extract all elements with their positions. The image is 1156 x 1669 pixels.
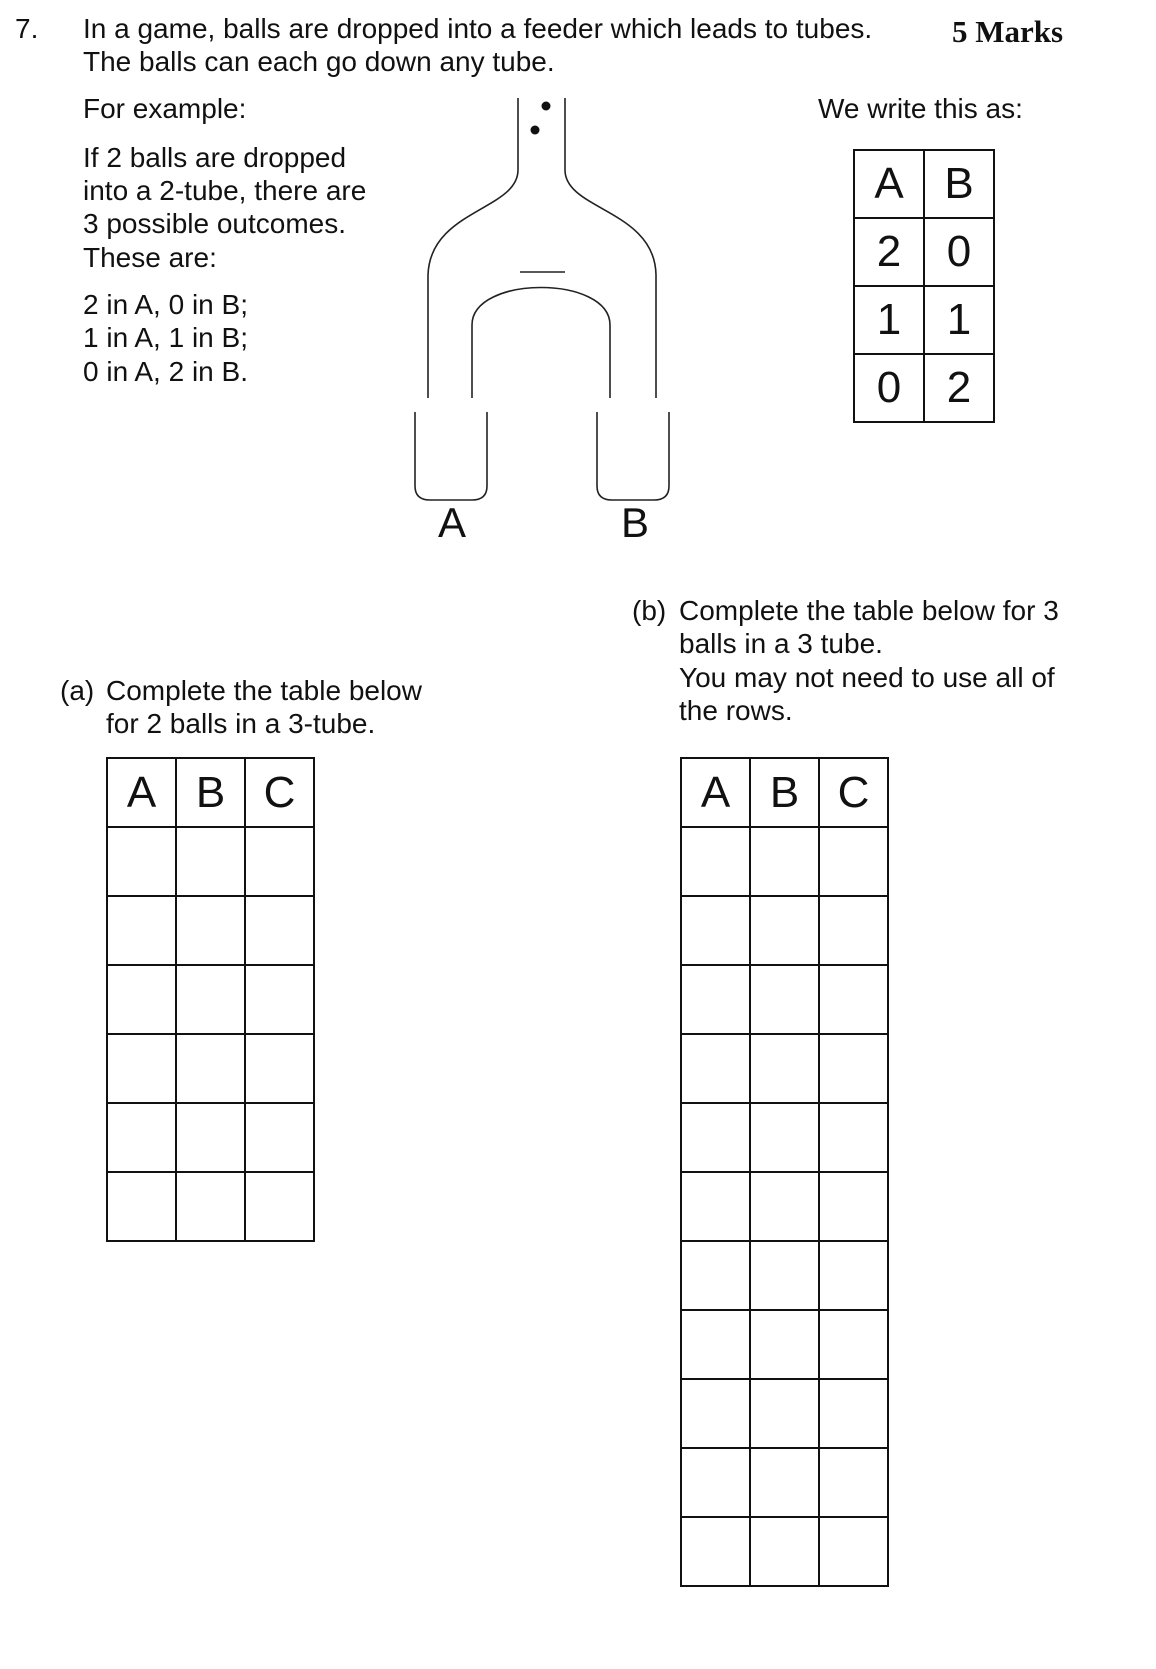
answer-cell[interactable] — [681, 1448, 750, 1517]
example-line: into a 2-tube, there are — [83, 175, 367, 206]
ball-icon — [542, 102, 551, 111]
answer-cell[interactable] — [681, 1517, 750, 1586]
feeder-outline — [428, 98, 656, 398]
answer-cell[interactable] — [819, 1379, 888, 1448]
answer-row — [107, 1103, 314, 1172]
table-cell: 2 — [854, 218, 924, 286]
answer-row — [681, 1103, 888, 1172]
table-header-row — [107, 758, 314, 827]
tube-a-icon — [415, 412, 487, 500]
marks-label: 5 Marks — [952, 14, 1064, 49]
outcome-line: 2 in A, 0 in B; — [83, 289, 248, 320]
answer-cell[interactable] — [750, 896, 819, 965]
answer-row — [107, 896, 314, 965]
answer-cell[interactable] — [750, 1172, 819, 1241]
table-header-row — [681, 758, 888, 827]
part-a-line: for 2 balls in a 3-tube. — [106, 708, 376, 739]
intro-line-1: In a game, balls are dropped into a feeder which leads to tubes. — [83, 13, 873, 44]
part-a-line: Complete the table below — [106, 675, 422, 706]
table-cell: 0 — [854, 354, 924, 422]
answer-cell[interactable] — [176, 965, 245, 1034]
tube-b-label: B — [621, 499, 650, 546]
outcome-line: 1 in A, 1 in B; — [83, 322, 248, 353]
part-b-line: Complete the table below for 3 — [679, 595, 1059, 626]
header-cell: B — [750, 758, 819, 827]
example-heading: For example: — [83, 93, 247, 124]
answer-cell[interactable] — [245, 1172, 314, 1241]
answer-cell[interactable] — [819, 827, 888, 896]
example-line: These are: — [83, 242, 217, 273]
answer-cell[interactable] — [819, 965, 888, 1034]
answer-cell[interactable] — [819, 1448, 888, 1517]
answer-row — [681, 896, 888, 965]
example-line: If 2 balls are dropped — [83, 142, 347, 173]
answer-cell[interactable] — [819, 1034, 888, 1103]
feeder-diagram — [400, 90, 690, 510]
part-b-line: You may not need to use all of — [679, 662, 1055, 693]
answer-cell[interactable] — [750, 965, 819, 1034]
part-b-label: (b) — [632, 595, 667, 626]
answer-cell[interactable] — [107, 1034, 176, 1103]
table-row — [854, 286, 994, 354]
answer-cell[interactable] — [245, 1034, 314, 1103]
answer-row — [107, 827, 314, 896]
answer-row — [681, 965, 888, 1034]
header-cell: A — [107, 758, 176, 827]
answer-row — [681, 1172, 888, 1241]
part-b-line: the rows. — [679, 695, 793, 726]
answer-cell[interactable] — [107, 896, 176, 965]
answer-cell[interactable] — [107, 1103, 176, 1172]
question-number: 7. — [15, 13, 39, 44]
answer-row — [681, 827, 888, 896]
header-cell: B — [924, 150, 994, 218]
header-cell: C — [245, 758, 314, 827]
answer-cell[interactable] — [681, 1379, 750, 1448]
answer-row — [681, 1517, 888, 1586]
answer-cell[interactable] — [750, 1034, 819, 1103]
part-a-answer-table — [106, 757, 315, 1242]
answer-cell[interactable] — [750, 1310, 819, 1379]
answer-row — [681, 1034, 888, 1103]
answer-cell[interactable] — [681, 1310, 750, 1379]
answer-row — [107, 1034, 314, 1103]
example-table — [853, 149, 995, 423]
answer-cell[interactable] — [681, 965, 750, 1034]
answer-cell[interactable] — [176, 1103, 245, 1172]
table-header-row — [854, 150, 994, 218]
answer-row — [681, 1310, 888, 1379]
answer-cell[interactable] — [107, 1172, 176, 1241]
header-cell: B — [176, 758, 245, 827]
answer-cell[interactable] — [681, 1103, 750, 1172]
answer-cell[interactable] — [176, 827, 245, 896]
answer-row — [107, 1172, 314, 1241]
answer-cell[interactable] — [681, 1034, 750, 1103]
answer-cell[interactable] — [819, 1517, 888, 1586]
part-b-answer-table — [680, 757, 889, 1587]
table-cell: 1 — [924, 286, 994, 354]
outcome-line: 0 in A, 2 in B. — [83, 356, 248, 387]
table-row — [854, 354, 994, 422]
answer-cell[interactable] — [176, 1172, 245, 1241]
example-line: 3 possible outcomes. — [83, 208, 347, 239]
part-a-label: (a) — [60, 675, 95, 706]
tube-b-icon — [597, 412, 669, 500]
answer-cell[interactable] — [819, 1103, 888, 1172]
answer-cell[interactable] — [107, 827, 176, 896]
answer-row — [681, 1241, 888, 1310]
table-cell: 0 — [924, 218, 994, 286]
answer-cell[interactable] — [176, 1034, 245, 1103]
answer-cell[interactable] — [819, 1172, 888, 1241]
answer-cell[interactable] — [107, 965, 176, 1034]
answer-row — [681, 1379, 888, 1448]
answer-cell[interactable] — [681, 1172, 750, 1241]
answer-row — [681, 1448, 888, 1517]
answer-cell[interactable] — [245, 896, 314, 965]
header-cell: A — [854, 150, 924, 218]
ball-icon — [531, 126, 540, 135]
table-row — [854, 218, 994, 286]
answer-cell[interactable] — [819, 1241, 888, 1310]
answer-cell[interactable] — [681, 1241, 750, 1310]
answer-cell[interactable] — [245, 965, 314, 1034]
answer-cell[interactable] — [819, 896, 888, 965]
table-cell: 2 — [924, 354, 994, 422]
answer-cell[interactable] — [750, 1379, 819, 1448]
answer-cell[interactable] — [681, 827, 750, 896]
answer-cell[interactable] — [750, 1241, 819, 1310]
answer-cell[interactable] — [819, 1310, 888, 1379]
answer-cell[interactable] — [750, 1517, 819, 1586]
answer-cell[interactable] — [750, 1103, 819, 1172]
header-cell: A — [681, 758, 750, 827]
header-cell: C — [819, 758, 888, 827]
table-cell: 1 — [854, 286, 924, 354]
answer-cell[interactable] — [245, 1103, 314, 1172]
answer-cell[interactable] — [245, 827, 314, 896]
answer-cell[interactable] — [750, 1448, 819, 1517]
answer-cell[interactable] — [750, 827, 819, 896]
answer-row — [107, 965, 314, 1034]
answer-cell[interactable] — [681, 896, 750, 965]
part-b-line: balls in a 3 tube. — [679, 628, 883, 659]
tube-a-label: A — [438, 499, 467, 546]
intro-line-2: The balls can each go down any tube. — [83, 46, 555, 77]
write-as-label: We write this as: — [818, 93, 1023, 124]
answer-cell[interactable] — [176, 896, 245, 965]
